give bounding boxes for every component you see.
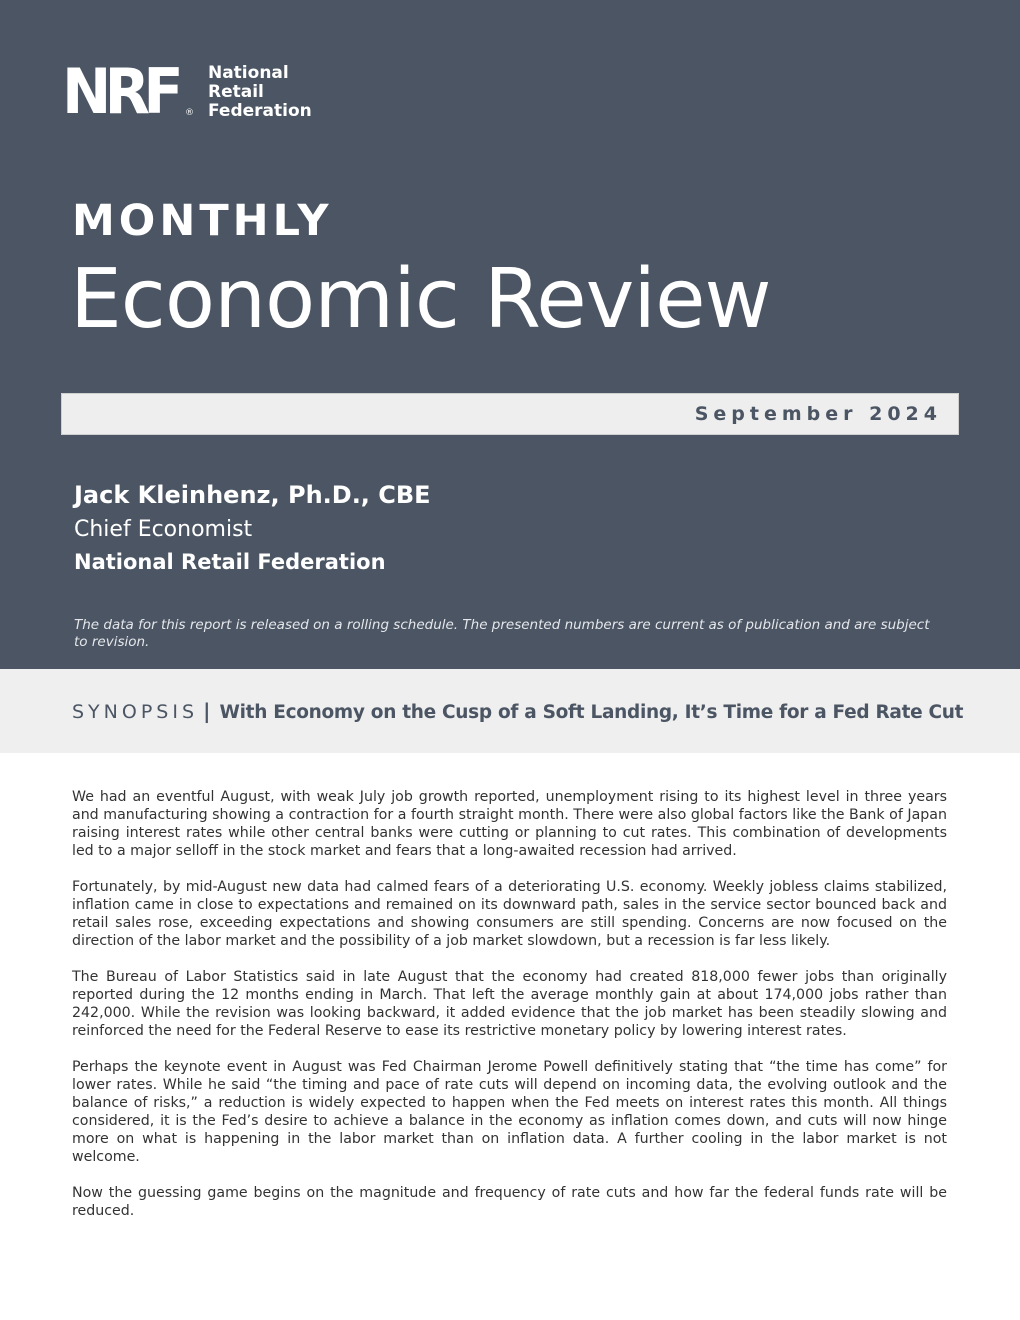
logo-name-line-3: Federation bbox=[207, 101, 312, 121]
synopsis-separator: | bbox=[203, 699, 211, 723]
logo-letters: NRF bbox=[62, 55, 177, 128]
paragraph: Fortunately, by mid-August new data had calmed fears of a deteriorating U.S. economy. Weekly jobless claims stabilized, inflation came in close to expectations and remained on its downward path, sales in the service sector bounced back and retail sales rose, exceeding expectations and showing consumers are still spending. Concerns are now focused on the direction of the labor market and the possibility of a job market slowdown, but a recession is far less likely. bbox=[72, 879, 947, 949]
registered-mark: ® bbox=[184, 108, 194, 118]
page-title: Economic Review bbox=[70, 252, 771, 347]
title-kicker: MONTHLY bbox=[72, 196, 333, 246]
nrf-logo bbox=[62, 55, 312, 128]
synopsis-headline: With Economy on the Cusp of a Soft Landing, It’s Time for a Fed Rate Cut bbox=[219, 702, 964, 723]
author-organization: National Retail Federation bbox=[74, 550, 386, 574]
logo-name-line-2: Retail bbox=[207, 82, 264, 102]
synopsis-band bbox=[0, 669, 1020, 753]
synopsis bbox=[72, 699, 963, 723]
article-body bbox=[72, 788, 947, 1238]
paragraph: The Bureau of Labor Statistics said in late August that the economy had created 818,000 fewer jobs than originally reported during the 12 months ending in March. That left the average monthly gain at about 174,000 jobs rather than 242,000. While the revision was looking backward, it added evidence that the job market has been steadily slowing and reinforced the need for the Federal Reserve to ease its restrictive monetary policy by lowering interest rates. bbox=[72, 969, 947, 1039]
logo-name-line-1: National bbox=[207, 63, 289, 83]
paragraph: Now the guessing game begins on the magnitude and frequency of rate cuts and how far the federal funds rate will be reduced. bbox=[72, 1185, 947, 1219]
date-bar bbox=[61, 393, 959, 435]
paragraph: Perhaps the keynote event in August was Fed Chairman Jerome Powell definitively stating that “the time has come” for lower rates. While he said “the timing and pace of rate cuts will depend on incoming data, the evolving outlook and the balance of risks,” a reduction is widely expected to happen when the Fed meets on interest rates this month. All things considered, it is the Fed’s desire to achieve a balance in the economy as inflation comes down, and cuts will now hinge more on what is happening in the labor market than on inflation data. A further cooling in the labor market is not welcome. bbox=[72, 1059, 947, 1165]
logo-mark bbox=[62, 55, 194, 128]
logo-org-name bbox=[208, 64, 312, 121]
disclaimer: The data for this report is released on a rolling schedule. The presented numbers are current as of publication and are subject to revision. bbox=[74, 617, 930, 650]
author-name: Jack Kleinhenz, Ph.D., CBE bbox=[74, 481, 431, 509]
synopsis-label: SYNOPSIS bbox=[72, 701, 199, 723]
publication-date: September 2024 bbox=[694, 403, 942, 425]
author-title: Chief Economist bbox=[74, 517, 253, 542]
paragraph: We had an eventful August, with weak July job growth reported, unemployment rising to its highest level in three years and manufacturing showing a contraction for a fourth straight month. There were also global factors like the Bank of Japan raising interest rates while other central banks were cutting or planning to cut rates. This combination of developments led to a major selloff in the stock market and fears that a long-awaited recession had arrived. bbox=[72, 789, 947, 859]
